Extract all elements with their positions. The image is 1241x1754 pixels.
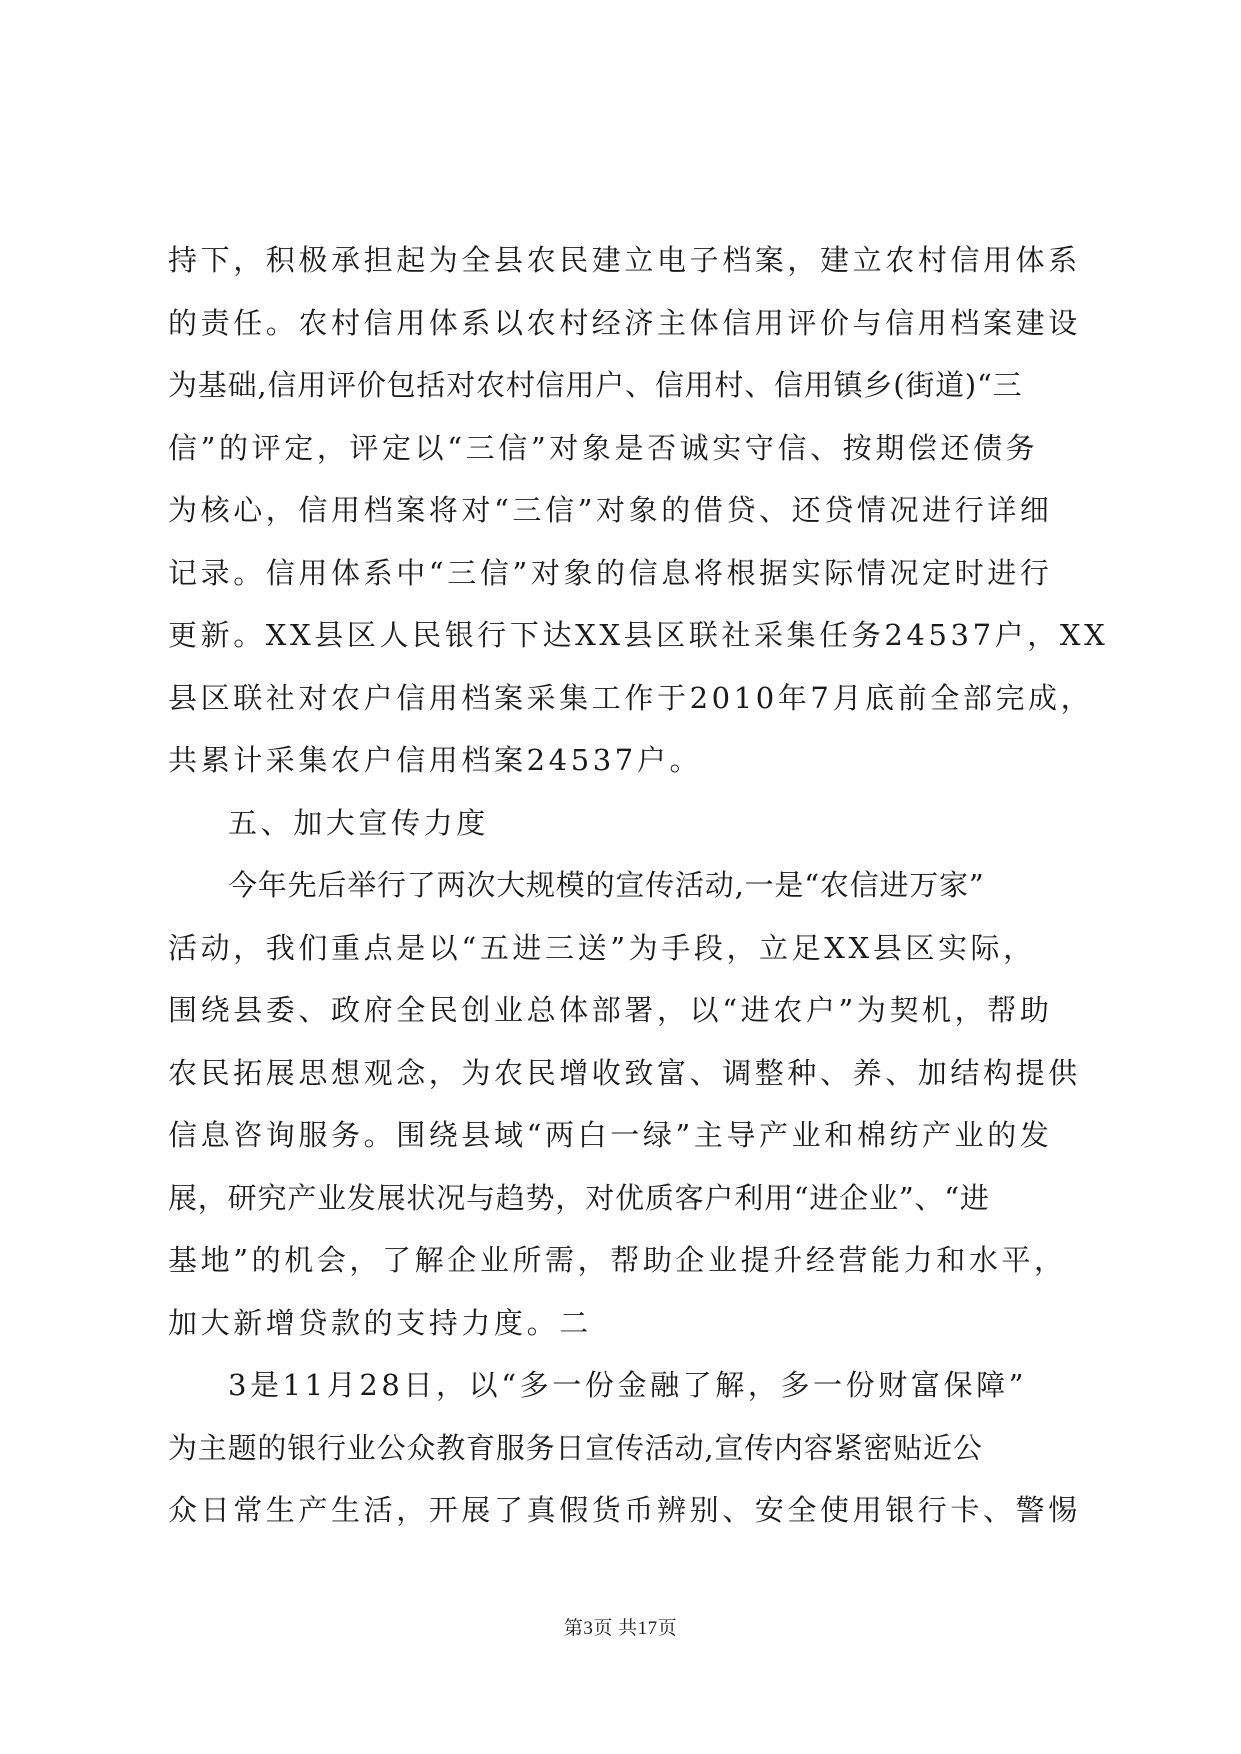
text-line: 记录。信用体系中“三信”对象的信息将根据实际情况定时进行	[168, 555, 1053, 590]
text-line: 活动，我们重点是以“五进三送”为手段，立足XX县区实际，	[168, 930, 1036, 965]
text-line: 众日常生产生活，开展了真假货币辨别、安全使用银行卡、警惕	[168, 1493, 1081, 1527]
text-line: 今年先后举行了两次大规模的宣传活动,一是“农信进万家”	[228, 868, 985, 902]
text-line: 基地”的机会，了解企业所需，帮助企业提升经营能力和水平，	[168, 1243, 1067, 1277]
text-line: 信”的评定，评定以“三信”对象是否诚实守信、按期偿还债务	[168, 430, 1039, 465]
document-body	[168, 229, 1109, 1542]
text-line: 加大新增贷款的支持力度。二	[168, 1305, 592, 1340]
text-line: 更新。XX县区人民银行下达XX县区联社采集任务24537户，XX	[168, 618, 1109, 652]
text-line: 持下，积极承担起为全县农民建立电子档案，建立农村信用体系	[168, 243, 1081, 277]
text-line: 的责任。农村信用体系以农村经济主体信用评价与信用档案建设	[168, 305, 1081, 340]
section-heading: 五、加大宣传力度	[228, 805, 489, 840]
page-number-footer: 第3页 共17页	[563, 1618, 678, 1639]
text-line: 为主题的银行业公众教育服务日宣传活动,宣传内容紧密贴近公	[168, 1430, 983, 1465]
text-line: 信息咨询服务。围绕县域“两白一绿”主导产业和棉纺产业的发	[168, 1118, 1053, 1152]
text-line: 围绕县委、政府全民创业总体部署，以“进农户”为契机，帮助	[168, 993, 1053, 1027]
text-line: 县区联社对农户信用档案采集工作于2010年7月底前全部完成，	[168, 680, 1094, 715]
text-line: 共累计采集农户信用档案24537户。	[168, 743, 703, 777]
text-line: 3是11月28日，以“多一份金融了解，多一份财富保障”	[228, 1368, 1028, 1402]
text-line: 为基础,信用评价包括对农村信用户、信用村、信用镇乡(街道)“三	[168, 368, 1023, 402]
text-line: 农民拓展思想观念，为农民增收致富、调整种、养、加结构提供	[168, 1055, 1081, 1090]
text-line: 为核心，信用档案将对“三信”对象的借贷、还贷情况进行详细	[168, 493, 1053, 527]
text-line: 展，研究产业发展状况与趋势，对优质客户利用“进企业”、“进	[168, 1180, 990, 1215]
